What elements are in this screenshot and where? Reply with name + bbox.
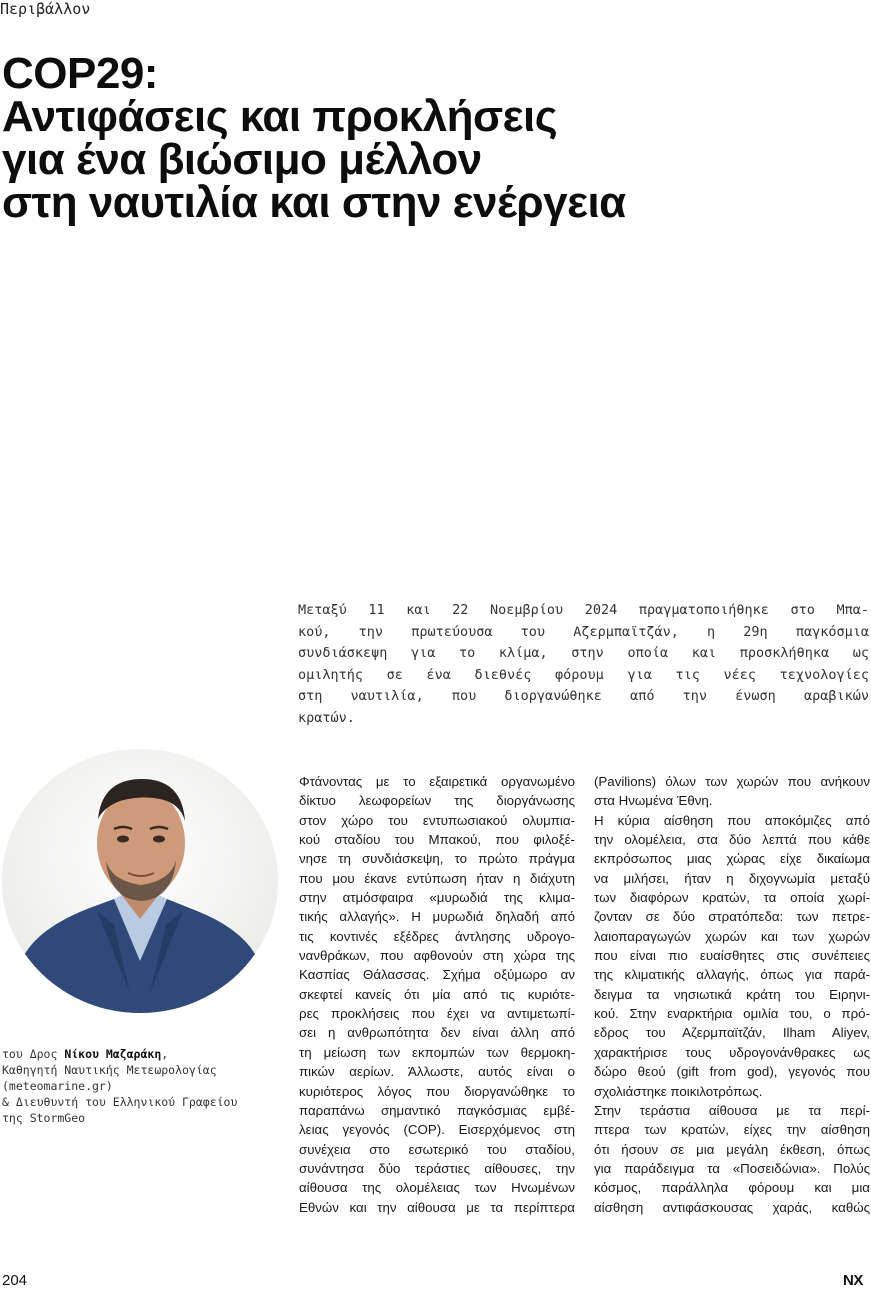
text-line: (Pavilions) όλων των χωρών που ανήκουν bbox=[594, 774, 870, 789]
text-line: την ολομέλεια, στα δύο λεπτά που κάθε bbox=[594, 832, 870, 848]
text-line: ομιλητής σε ένα διεθνές φόρουμ για τις νέες τεχνολογίες bbox=[298, 666, 869, 683]
text-line: στα Ηνωμένα Έθνη. bbox=[594, 793, 713, 809]
text-line: ότι ήσουν σε μια μεγάλη έκθεση, όπως bbox=[594, 1141, 870, 1157]
title-line: COP29: bbox=[2, 49, 158, 98]
text-line: κρατών. bbox=[298, 709, 355, 726]
page-number: 204 bbox=[2, 1272, 28, 1289]
section-label: Περιβάλλον bbox=[0, 0, 91, 18]
text-line: που είναι πιο ευαίσθητες στις συνέπειες bbox=[594, 948, 870, 964]
text-line: Εθνών και την αίθουσα με τα περίπτερα bbox=[299, 1199, 575, 1215]
text-line: νησε τη συνδιάσκεψη, το πρώτο πράγμα bbox=[299, 851, 575, 867]
text-line: κού σταδίου του Μπακού, που φιλοξέ- bbox=[299, 832, 575, 848]
text-line: Μεταξύ 11 και 22 Νοεμβρίου 2024 πραγματοποιήθηκε στο Μπα- bbox=[298, 602, 869, 618]
text-line: που μου έκανε εντύπωση ήταν η διάχυτη bbox=[299, 870, 575, 886]
text-line: ζονταν σε δύο στρατόπεδα: των πετρε- bbox=[594, 909, 870, 925]
text-line: στον χώρο του εντυπωσιακού ολυμπια- bbox=[299, 812, 575, 828]
text-line: συνδιάσκεψη για το κλίμα, στην οποία και προσκλήθηκα ως bbox=[298, 645, 869, 661]
text-line: για παράδειγμα τα «Ποσειδώνια». Πολύς bbox=[594, 1160, 870, 1176]
text-line: λαιοπαραγωγών χωρών και των χωρών bbox=[594, 928, 870, 944]
text-line: στην ατμόσφαιρα «μυρωδιά της κλιμα- bbox=[299, 890, 575, 906]
title-line: στη ναυτιλία και στην ενέργεια bbox=[2, 178, 626, 227]
text-line: κόσμος, παράλληλα φόρουμ και μια bbox=[594, 1180, 870, 1196]
author-caption bbox=[2, 1046, 272, 1126]
author-role-line: Καθηγητή Ναυτικής Μετεωρολογίας bbox=[2, 1063, 217, 1077]
text-line: συνάντησα δύο τεράστιες αίθουσες, την bbox=[299, 1160, 575, 1176]
body-column-1 bbox=[299, 772, 575, 1217]
text-line: δίκτυο λεωφορείων της διοργάνωσης bbox=[299, 793, 575, 809]
text-line: νανθράκων, που αφθονούν στη χώρα της bbox=[299, 948, 575, 964]
author-photo bbox=[2, 749, 278, 1013]
text-line: Η κύρια αίσθηση που αποκόμιζες από bbox=[594, 812, 870, 828]
text-line: κού, την πρωτεύουσα του Αζερμπαϊτζάν, η 29η παγκόσμια bbox=[298, 623, 869, 640]
author-name: Νίκου Μαζαράκη bbox=[64, 1047, 162, 1061]
text-line: στη ναυτιλία, που διοργανώθηκε από την ένωση αραβικών bbox=[298, 688, 869, 704]
text-line: παραπάνω σημαντικό παγκόσμιας εμβέ- bbox=[299, 1102, 575, 1118]
title-line: για ένα βιώσιμο μέλλον bbox=[2, 135, 482, 184]
title-line: Αντιφάσεις και προκλήσεις bbox=[2, 92, 558, 141]
text-line: κυριότερος λόγος που διοργανώθηκε το bbox=[299, 1083, 575, 1099]
author-role-line: & Διευθυντή του Ελληνικού Γραφείου bbox=[2, 1095, 238, 1109]
text-line: κού. Στην εναρκτήρια ομιλία του, ο πρό- bbox=[594, 1006, 870, 1022]
text-line: λειας γεγονός (COP). Εισερχόμενος στη bbox=[299, 1122, 575, 1138]
author-role-line: της StormGeo bbox=[2, 1111, 86, 1125]
text-line: να μιλήσει, ήταν η διχογνωμία μεταξύ bbox=[594, 870, 870, 886]
article-title bbox=[2, 49, 862, 227]
author-role-line: (meteomarine.gr) bbox=[2, 1079, 113, 1093]
author-credit: του Δρος Νίκου Μαζαράκη, bbox=[2, 1047, 169, 1061]
text-line: εδρος του Αζερμπαϊτζάν, Ilham Aliyev, bbox=[594, 1025, 870, 1041]
text-line: χαρακτήρισε τους υδρογονάνθρακες ως bbox=[594, 1044, 870, 1060]
text-line: πτερα των κρατών, είχες την αίσθηση bbox=[594, 1122, 870, 1138]
text-line: των διαφόρων κρατών, τα οποία χωρί- bbox=[594, 890, 870, 906]
text-line: τικής αλλαγής». Η μυρωδιά δηλαδή από bbox=[299, 909, 575, 925]
text-line: σχολιάστηκε ποικιλοτρόπως. bbox=[594, 1083, 763, 1099]
text-line: αίθουσα της ολομέλειας των Ηνωμένων bbox=[299, 1180, 575, 1196]
text-line: τη μείωση των εκπομπών των θερμοκη- bbox=[299, 1044, 575, 1060]
brand-logo: NX bbox=[843, 1272, 863, 1289]
text-line: ρες προκλήσεις που έχει να αντιμετωπί- bbox=[299, 1006, 575, 1022]
text-line: της κλιματικής αλλαγής, όπως για παρά- bbox=[594, 967, 870, 983]
text-line: σει η ανθρωπότητα δεν είναι άλλη από bbox=[299, 1025, 575, 1041]
text-line: Φτάνοντας με το εξαιρετικά οργανωμένο bbox=[299, 774, 575, 789]
text-line: πικών αερίων. Άλλωστε, αυτός είναι ο bbox=[299, 1064, 575, 1080]
text-line: Στην τεράστια αίθουσα με τα περί- bbox=[594, 1102, 870, 1118]
text-line: αίσθηση αντιφάσκουσας χαράς, καθώς bbox=[594, 1199, 870, 1215]
article-lead bbox=[298, 600, 869, 729]
body-column-2 bbox=[594, 772, 870, 1217]
text-line: σκεφτεί κανείς ότι μία από τις κυριότε- bbox=[299, 986, 575, 1002]
text-line: εκπρόσωπος μιας χώρας είχε δικαίωμα bbox=[594, 851, 870, 867]
text-line: δειγμα τα νησιωτικά κράτη του Ειρηνι- bbox=[594, 986, 870, 1002]
text-line: Κασπίας Θάλασσας. Σχήμα οξύμωρο αν bbox=[299, 967, 575, 983]
text-line: δώρο θεού (gift from god), γεγονός που bbox=[594, 1064, 870, 1080]
text-line: τις κοντινές εξέδρες άντλησης υδρογο- bbox=[299, 928, 575, 944]
text-line: συνέχεια στο εσωτερικό του σταδίου, bbox=[299, 1141, 575, 1157]
